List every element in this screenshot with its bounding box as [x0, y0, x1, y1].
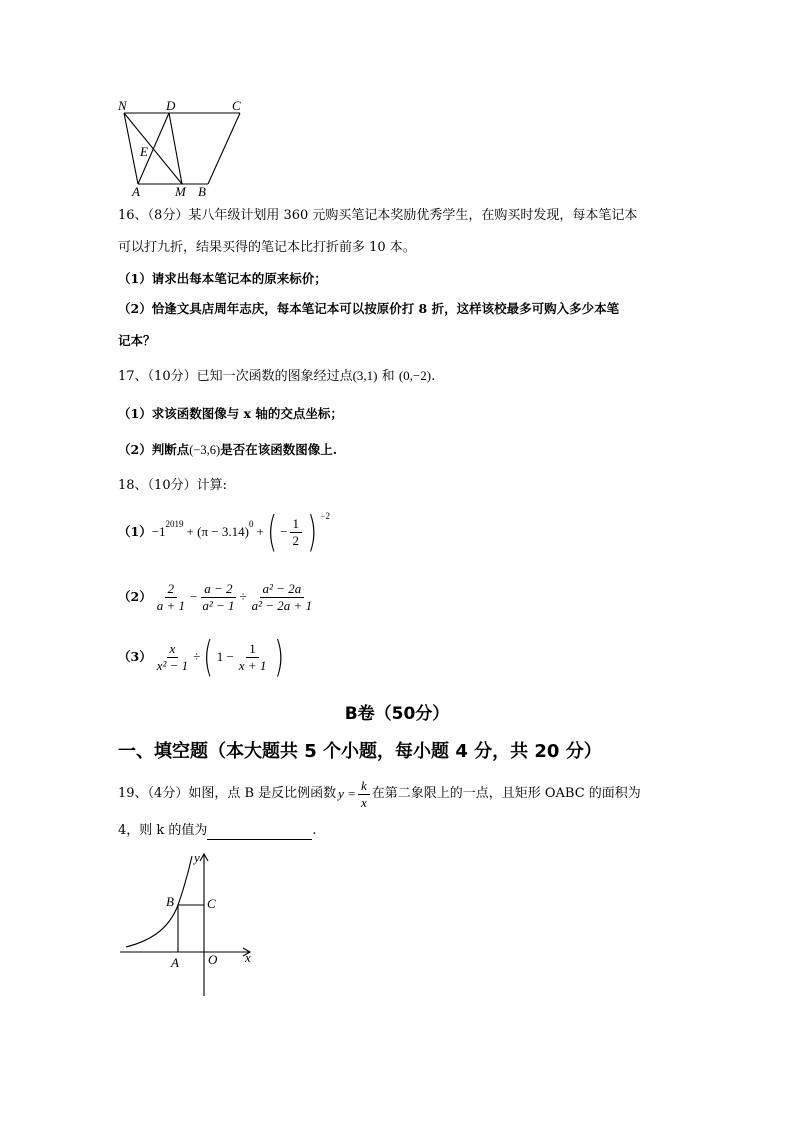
trapezoid-figure	[112, 96, 252, 200]
label-D: D	[166, 98, 176, 113]
q18-title: 18、（10分）计算:	[118, 478, 227, 493]
e3-op: ÷	[193, 649, 201, 664]
q16-item2a: （2）恰逢文具店周年志庆，每本笔记本可以按原价打 8 折，这样该校最多可购入多少本笔	[118, 301, 620, 316]
e3-f2-num: 1	[246, 641, 259, 658]
e3-f1-den: x² − 1	[156, 657, 189, 673]
e1-b-exp: 0	[248, 519, 254, 529]
label-C2: C	[207, 896, 216, 911]
q17-item1: （1）求该函数图像与 x 轴的交点坐标；	[118, 406, 343, 421]
label-O: O	[208, 952, 218, 967]
q17-item2-prefix: （2）判断点	[118, 442, 190, 457]
e1-b: + (π − 3.14)	[186, 524, 249, 539]
q18-expr3: （3） $\frac{x}{\text{x² − 1}}$ ÷ ( 1 − $\frac{1}{x + 1}$ )	[118, 632, 285, 681]
q18-label2: （2）	[118, 589, 152, 604]
e1-num: 1	[290, 516, 303, 533]
label-N: N	[118, 98, 127, 113]
q17-mid: 和	[381, 369, 395, 384]
q19-line2-suffix: .	[312, 823, 317, 838]
label-A2: A	[171, 955, 179, 970]
q19-func-den: x	[360, 794, 367, 810]
e2-f2	[199, 581, 237, 614]
q16-item1: （1）请求出每本笔记本的原来标价；	[118, 271, 327, 286]
e2-f3	[249, 581, 315, 614]
label-B2: B	[166, 894, 174, 909]
q19-line2-prefix: 4，则 k 的值为	[118, 823, 208, 838]
e1-den: 2	[292, 532, 300, 548]
e1-fraction	[290, 516, 303, 549]
label-E: E	[140, 144, 148, 159]
q17-stem	[118, 367, 435, 386]
e3-f2-den: x + 1	[238, 657, 267, 673]
label-M: M	[175, 184, 186, 199]
section-b-title: B卷（50分）	[344, 704, 450, 724]
section-fill-heading: 一、填空题（本大题共 5 个小题，每小题 4 分，共 20 分）	[118, 741, 602, 762]
e1-a: −1	[151, 524, 166, 539]
hyperbola-figure	[116, 846, 266, 1000]
e2-op1: −	[189, 589, 198, 604]
e2-f3-num: a² − 2a	[260, 581, 305, 598]
q19-line2	[118, 822, 317, 840]
e2-f2-den: a² − 1	[202, 597, 235, 613]
e2-f1-den: a + 1	[156, 597, 185, 613]
label-B: B	[198, 184, 206, 199]
q17-item2	[118, 441, 337, 459]
e2-f2-num: a − 2	[201, 581, 235, 598]
q17-prefix: 17、（10分）已知一次函数的图象经过点	[118, 369, 353, 384]
q19-func-lhs: y =	[338, 786, 356, 801]
q19-prefix: 19、（4分）如图，点 B 是反比例函数	[118, 786, 337, 801]
e2-f1-num: 2	[165, 581, 178, 598]
q17-point1: (3,1)	[352, 368, 378, 383]
q18-label1: （1）	[118, 524, 152, 539]
q18-label3: （3）	[118, 649, 152, 664]
q16-line2: 可以打九折，结果买得的笔记本比打折前多 10 本。	[118, 240, 416, 255]
label-y: y	[194, 850, 200, 865]
q19-line1	[118, 774, 641, 814]
e3-f1-num: x	[167, 641, 179, 658]
q19-suffix: 在第二象限上的一点，且矩形 OABC 的面积为	[371, 786, 641, 801]
e2-f1	[154, 581, 188, 614]
label-A: A	[132, 184, 140, 199]
q16-line1: 16、（8分）某八年级计划用 360 元购买笔记本奖励优秀学生，在购买时发现，每本笔记本	[118, 208, 638, 223]
e1-a-exp: 2019	[165, 519, 184, 529]
q17-point2: (0,−2)	[398, 368, 432, 383]
e2-f3-den: a² − 2a + 1	[251, 597, 313, 613]
q17-item2-point: (−3,6)	[189, 443, 221, 457]
e1-c: +	[256, 524, 264, 539]
q16-item2b: 记本？	[118, 333, 156, 348]
q18-expr2	[118, 575, 317, 619]
q17-item2-suffix: 是否在该函数图像上.	[220, 442, 338, 457]
answer-blank[interactable]	[207, 825, 312, 840]
q19-func-num: k	[358, 778, 370, 795]
q18-expr1: （1） −1 $^{2019}$ + (π − 3.14) $^0$ + ( − $\frac{1}{2}$ ) $^{-2}$	[118, 507, 330, 556]
e2-op2: ÷	[239, 589, 247, 604]
e3-f2	[236, 641, 270, 674]
e1-c-exp: −2	[320, 511, 330, 521]
q17-suffix: .	[431, 369, 436, 384]
e3-f1	[154, 641, 191, 674]
e3-one: 1 −	[216, 649, 234, 664]
e1-minus: −	[280, 524, 288, 539]
label-x: x	[245, 950, 251, 965]
label-C: C	[232, 98, 241, 113]
q19-func-frac	[358, 778, 370, 811]
